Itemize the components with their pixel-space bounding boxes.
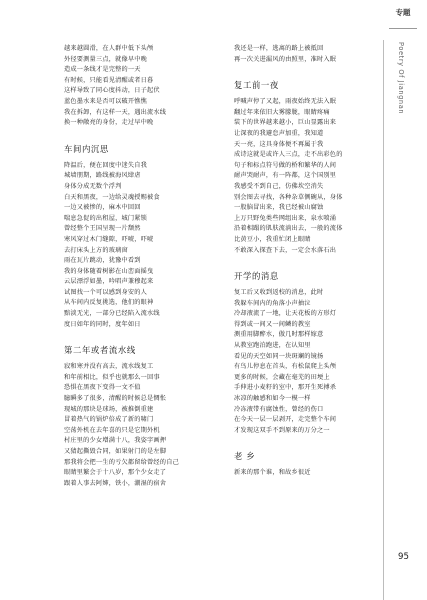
poem-line: 冷冻液带有腐蚀性，曾经的伤口 <box>234 405 324 413</box>
poem-line: 我感受不到自己，仿佛坎空消失 <box>234 182 324 190</box>
poem-line: 装下的世界越来越小，巨山显露出来 <box>234 119 337 127</box>
poem-title-dierian: 第二年或者流水线 <box>64 345 136 356</box>
poem-line: 喘息急促的出租屋，城门紧锁 <box>64 214 148 222</box>
poem-line: 身体分成无数个浮判 <box>64 182 122 190</box>
poem-line: 降温后，便在回度中迷失自我 <box>64 161 148 169</box>
poem-line: 呼喊声停了又起，雨夜始终无法入眠 <box>234 98 337 106</box>
poem-line: 黯淡无光，一部分已经陷入流水线 <box>64 310 160 318</box>
poem-line: 从教室跑泊跑进，在认知里 <box>234 342 311 350</box>
poem-line: 天一亮，这具身体便不再属于我 <box>234 140 324 148</box>
poem-line: 白天和黑夜，一边给灵魂授赐被食 <box>64 193 160 201</box>
poem-line: 别会图去寻找，各种杂草侧碗从，身体 <box>234 193 343 201</box>
poem-line: 成诗这就是或许人三点，走不出彩色的 <box>234 151 343 159</box>
poem-line: 新来的那个谁，和故乡很近 <box>234 469 311 477</box>
poem-line: 有时候，只能看见清醒或者日暮 <box>64 76 154 84</box>
poem-title-fugong: 复工前一夜 <box>234 80 279 91</box>
poem-line: 看见的天空如同一块斑斓的镜扬 <box>234 352 324 360</box>
poem-line: 冒着热气的锅炉倍成了新的啸门 <box>64 416 154 424</box>
poem-line: 句子和标点符号做的桥和繁华的人间 <box>234 161 337 169</box>
poem-body-kaixue <box>234 288 362 436</box>
page-number: 95 <box>398 552 409 562</box>
poem-title-laoxiang: 老 乡 <box>234 451 256 462</box>
poem-line: 雨在瓦片跳动，犹豫中看到 <box>64 257 141 265</box>
poem-line: 城墙朋期，路线被海风肆虐 <box>64 172 141 180</box>
poem-line: 比黄豆小，我重忙闭上眼睛 <box>234 235 311 243</box>
poem-body-fugong <box>234 97 362 256</box>
continued-stanza <box>234 44 362 65</box>
poem-line: 蓝色墨水来是否可以破开憔憔 <box>64 97 148 105</box>
right-column <box>234 44 362 479</box>
poem-line: 更多的时候，会藏在毫芜的田埂上 <box>234 373 330 381</box>
poem-line: 一股脑冒出来，我已经被山腐蚀 <box>234 204 324 212</box>
poem-line: 沿着相蹋的肌肤流淌出去，一般的流体 <box>234 225 343 233</box>
poem-line: 寂和寒并没有高去，流水线复工 <box>64 363 154 371</box>
poem-line: 得到或一间又一间鳞的教室 <box>234 320 311 328</box>
poem-line: 换一种敞亮的身份，走过早中晚 <box>64 119 154 127</box>
left-column <box>64 44 192 489</box>
poem-line: 再一次关进漏风的由照里，准时入眠 <box>234 55 337 63</box>
poem-line: 跟着人事去阿婶，铁小，潮湿的宿舍 <box>64 479 167 487</box>
poem-line: 曾经整个王国呈现一片颓然 <box>64 225 141 233</box>
poem-line: 那我将会把一生的亏欠都留给曾经的自己 <box>64 458 179 466</box>
poem-line: 冰凉的触感和如今一模一样 <box>234 395 311 403</box>
poem-body-laoxiang <box>234 468 362 479</box>
poem-line: 从车间内反复挑选，他们的眼神 <box>64 299 154 307</box>
poem-body-chejian <box>64 161 192 331</box>
poem-line: 去打床头上方的玻璃窗 <box>64 246 128 254</box>
poem-line: 手伸进小麦籽的室中，那开生死搏杀 <box>234 384 337 392</box>
poem-line: 云层漂浮如墨，吟唱声兼穆起来 <box>64 278 154 286</box>
poem-line: 冷却液流了一地，让天花板的方形灯 <box>234 310 337 318</box>
poem-line: 恐惧在黑夜下变得一文不值 <box>64 384 141 392</box>
poem-line: 又猜起撕毁合同，如果射门的是左脚 <box>64 448 167 455</box>
poem-title-kaixue: 开学的消息 <box>234 271 279 282</box>
poem-line: 村庄里的少女增满十八，我姿字画押 <box>64 437 167 445</box>
poem-line: 上万只野兔类些网组出来，泉水喷涌 <box>234 214 337 222</box>
poem-body-dierian <box>64 362 192 489</box>
poem-line: 有鸟儿停息在首头，有松鼠爬上头颅 <box>234 363 337 371</box>
poem-line: 这样导致了同心度抖动，日子起伏 <box>64 87 160 95</box>
poem-line: 外径要测量三点，就像早中晚 <box>64 55 148 63</box>
poem-line: 我的身体随着树影在山峦面摇曳 <box>64 267 154 275</box>
poem-line: 耐声哭耐声，有一阵都，这个国别里 <box>234 172 337 180</box>
poem-line: 眼睛里繁会于十八岁，那个少女走了 <box>64 469 167 477</box>
poem-line: 我躲车间内的角落小声抽泣 <box>234 299 311 307</box>
sidebar-rule <box>389 28 417 29</box>
poem-line: 复工后又收到返校的消息，此时 <box>234 289 324 297</box>
poem-line: 我还是一样，逃离的路上被抵回 <box>234 45 324 52</box>
poem-line: 在今天一层一层剥开，走完整个车间 <box>234 416 337 424</box>
margin-vertical-line <box>383 40 384 600</box>
poem-line: 翻过年来依旧大雾朦胧，眼睛疼痛 <box>234 108 330 116</box>
poem-line: 不敢深入探查下去，一定会水落石出 <box>234 246 337 254</box>
section-tag: 专题 <box>395 8 411 17</box>
poem-line: 才发现这双手不到原来的万分之一 <box>234 426 330 434</box>
poem-line: 寒风穿过木门缝隙，吓唬，吓唬 <box>64 235 154 243</box>
poem-line: 度日如年的同时，度年如日 <box>64 320 141 328</box>
poem-line: 我在拆卸，有这样一天，遇出流水线 <box>64 108 167 116</box>
poem-line: 测重用脚醉水，傲几时那样嫁意 <box>234 331 324 339</box>
intro-stanza <box>64 44 192 129</box>
poem-line: 造成一条线才是完整的一天 <box>64 66 141 74</box>
poem-line: 臆瞬多了很多，清醒的时候总是惆怅 <box>64 395 167 403</box>
poem-line: 现城的那块是球场，被推倒重建 <box>64 405 154 413</box>
sidebar-vertical-title: Poetry Of Jiangnan <box>397 42 405 115</box>
poem-line: 试图找一个可以感到身安的人 <box>64 288 148 296</box>
poem-line: 一边又被惨的，麻木中回回 <box>64 204 141 212</box>
poem-line: 越来越圆滑，在人群中低下头颅 <box>64 45 154 52</box>
poem-line: 让深夜的我避怠声加重，我知道 <box>234 129 324 137</box>
poem-line: 空荡外机在去年喜的只是它期外机 <box>64 426 160 434</box>
poem-title-chejian: 车间内沉思 <box>64 143 109 154</box>
poem-line: 和年前相比，似乎也就那么一回事 <box>64 373 160 381</box>
